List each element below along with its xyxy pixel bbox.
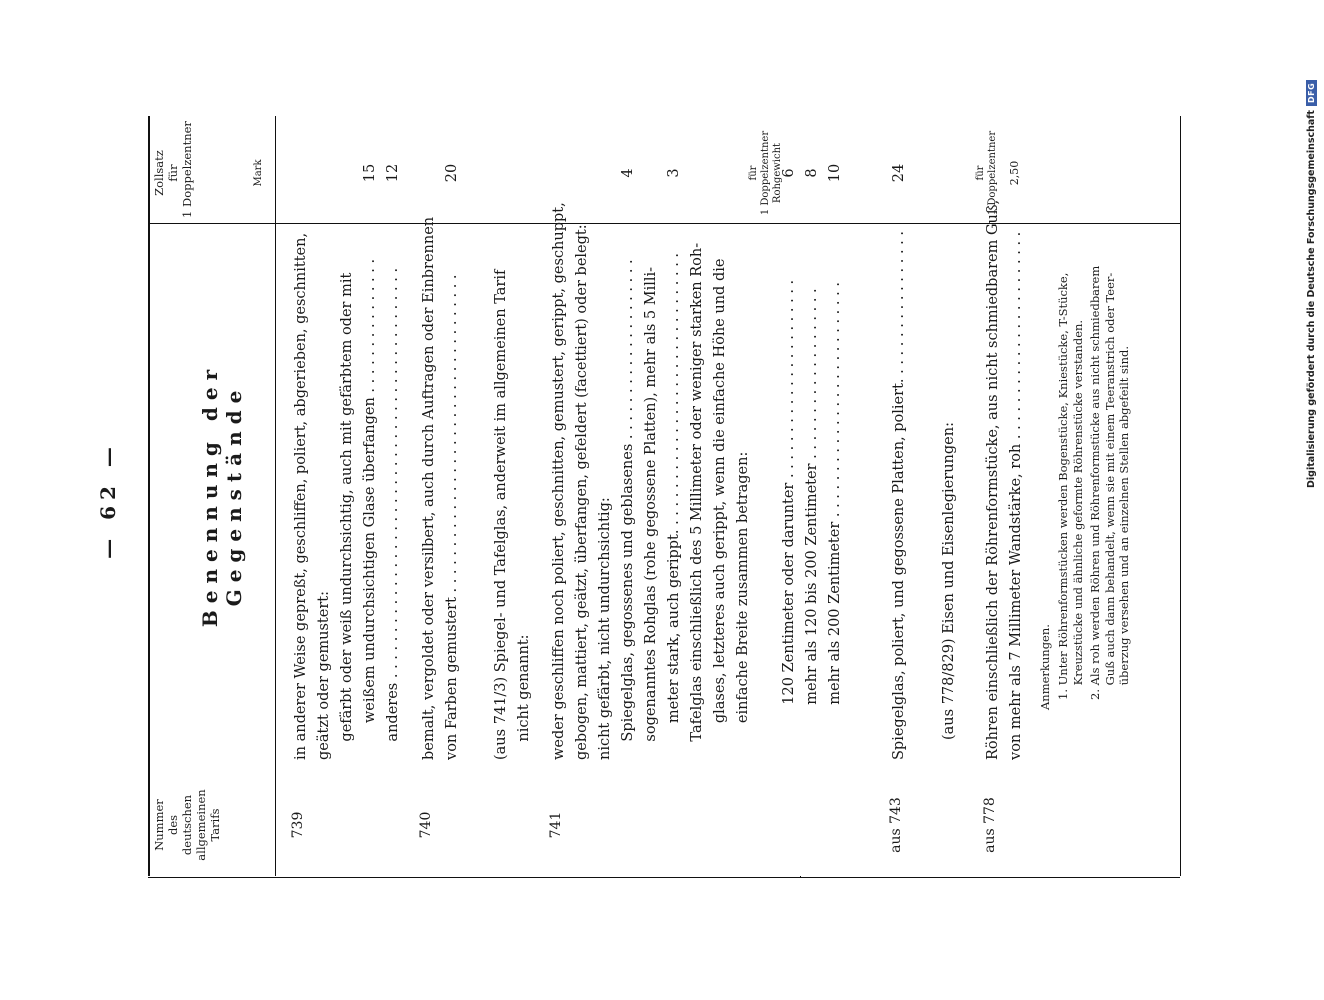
group-heading-iron: (aus 778/829) Eisen und Eisenlegierungen:	[941, 422, 957, 740]
row-741-rate-120-200: 8	[804, 168, 820, 178]
row-740-rate: 20	[444, 163, 460, 183]
row-778-description: Röhren einschließlich der Röhrenformstücke, aus nicht schmiedbarem Guß, von mehr als 7 Millimeter Wandstärke, roh . . . . . . . . . . . . . . . . . . . . . . .	[985, 199, 1024, 760]
row-739-rate-2: 12	[385, 163, 401, 183]
header-duty-unit: Mark	[253, 159, 264, 187]
header-bottom-rule	[275, 116, 276, 876]
row-741-description: weder geschliffen noch poliert, geschnitten, gemustert, gerippt, geschuppt, gebogen, mattiert, geätzt, überfangen, gefeldert (facettiert) oder belegt: nicht gefärbt, nicht undurchsichtig: Spiegelglas, gegossenes und geblasenes . . . . . . . . . . . . . . . . . . . . sogenanntes Rohglas (rohe gegossene Platten), mehr als 5 Milli- meter stark, auch gerippt. . . . . . . . . . . . . . . . . . . . . . . . . . . . . . . Tafelglas einschließlich des 5 Millimeter oder weniger starken Roh- glases, letzteres auch gerippt, wenn die einfache Höhe und die einfache Breite zusammen betragen: 120 Zentimeter oder darunter . . . . . . . . . . . . . . . . . . . . . . mehr als 120 bis 200 Zentimeter . . . . . . . . . . . . . . . . . . . mehr als 200 Zentimeter . . . . . . . . . . . . . . . . . . . . . . . . . .	[551, 202, 843, 760]
digitization-credit	[1303, 8, 1324, 488]
header-description: Benennung der Gegenstände	[198, 362, 246, 628]
row-743-rate: 24	[891, 163, 907, 183]
page-number: — 62 —	[96, 441, 120, 559]
row-739-rate-1: 15	[362, 163, 378, 183]
row-740-description: bemalt, vergoldet oder versilbert, auch durch Auftragen oder Einbrennen von Farben gemustert . . . . . . . . . . . . . . . . . . . . . . . . . . . . . . . . . . .	[421, 216, 460, 760]
row-741-rate-rohglas: 3	[666, 168, 682, 178]
row-number-740: 740	[418, 811, 434, 839]
row-741-rate-unit: für 1 Doppelzentner Rohgewicht	[748, 130, 783, 216]
row-741-rate-120: 6	[781, 168, 797, 178]
row-778-rate-unit: für 1 Doppelzentner	[975, 130, 998, 216]
row-741-rate-spiegelglas: 4	[620, 168, 636, 178]
header-tariff-number: Nummer des deutschen allgemeinen Tarifs	[152, 789, 222, 861]
row-number-aus-778: aus 778	[982, 797, 998, 853]
note-1: 1. Unter Röhrenformstücken werden Bogenstücke, Kniestücke, T-Stücke, Kreuzstücke und ähnliche geformte Röhrenstücke verstanden.	[1056, 272, 1085, 700]
table-top-rule	[148, 116, 150, 876]
header-duty-rate: Zollsatz für 1 Doppelzentner	[152, 121, 194, 218]
row-number-741: 741	[548, 811, 564, 839]
notes-title: Anmerkungen.	[1038, 624, 1052, 710]
dfg-logo: DFG	[1306, 80, 1317, 106]
digitization-credit-text: Digitalisierung gefördert durch die Deutsche Forschungsgemeinschaft	[1305, 110, 1317, 488]
row-741-rate-200: 10	[827, 163, 843, 183]
note-2: 2. Als roh werden Röhren und Röhrenformstücke aus nicht schmiedbarem Guß auch dann behandelt, wenn sie mit einem Teeranstrich oder Teer- überzug versehen und an einzelnen Stellen abgefeilt sind.	[1088, 265, 1131, 700]
row-number-739: 739	[290, 811, 306, 839]
group-heading-glass: (aus 741/3) Spiegel- und Tafelglas, anderweit im allgemeinen Tarif nicht genannt:	[493, 269, 532, 760]
col-rule-mid	[800, 876, 801, 878]
row-743-description: Spiegelglas, poliert, und gegossene Platten, poliert. . . . . . . . . . . . . . . . .	[891, 231, 907, 760]
table-bottom-rule	[1180, 116, 1181, 876]
row-778-rate: 2,50	[1008, 160, 1021, 186]
row-739-description: in anderer Weise gepreßt, geschliffen, poliert, abgerieben, geschnitten, geätzt oder gemustert: gefärbt oder weiß undurchsichtig, auch mit gefärbtem oder mit weißem undurchsichtigen Glase überfangen . . . . . . . . . . . . . . . anderes . . . . . . . . . . . . . . . . . . . . . . . . . . . . . . . . . . . . . . . . . . . . .	[293, 232, 401, 760]
row-number-aus-743: aus 743	[888, 797, 904, 853]
